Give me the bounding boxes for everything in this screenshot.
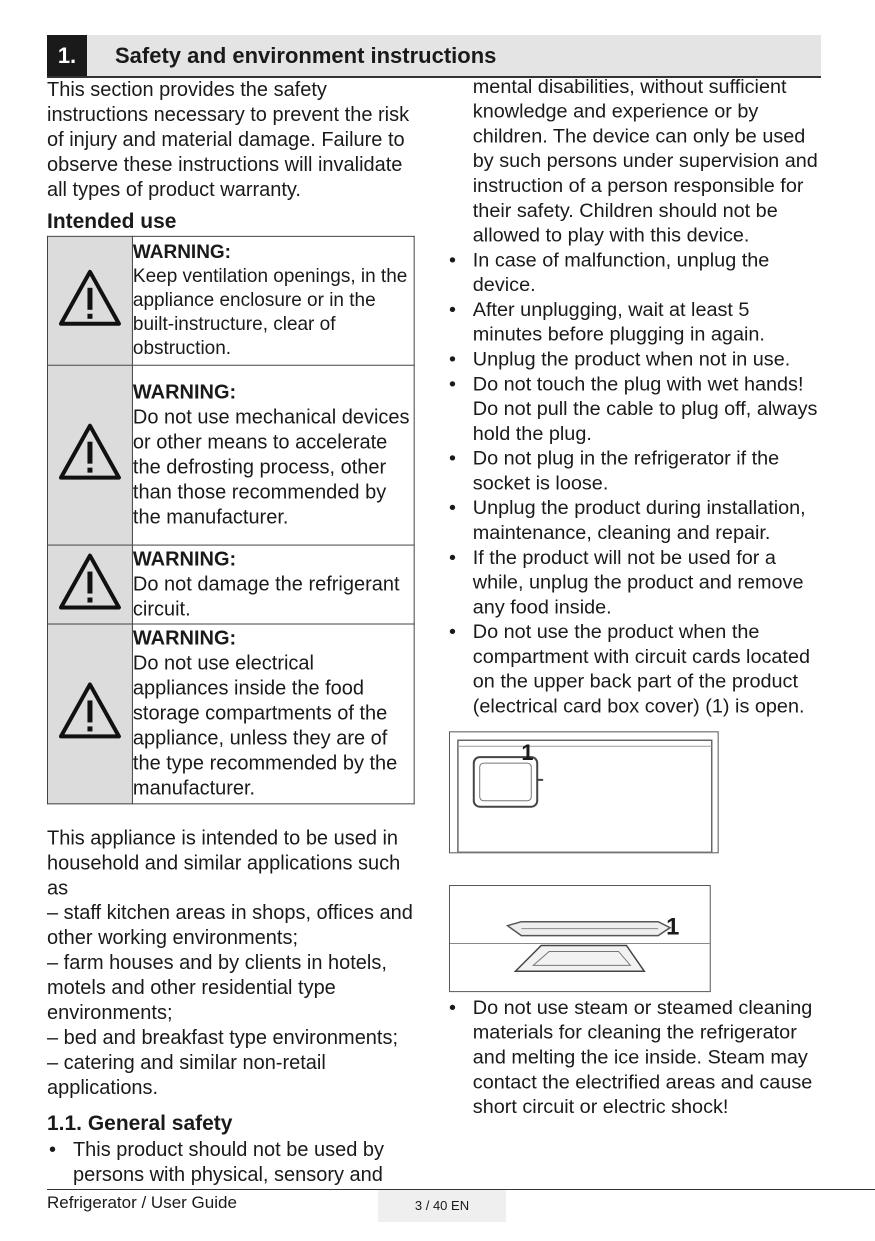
warning-icon	[47, 624, 132, 804]
bullet-continuation: mental disabilities, without sufficient knowledge and experience or by children. The device can only be used by such persons under supervision and instruction of a person responsible for their safety. Children should not be allowed to play with this device.	[472, 75, 818, 247]
warning-title: WARNING:	[132, 381, 237, 404]
left-column	[47, 78, 419, 1188]
warning-title: WARNING:	[132, 241, 231, 263]
footer-title: Refrigerator / User Guide	[47, 1193, 237, 1212]
warning-row	[47, 365, 414, 545]
bullet-item: • After unplugging, wait at least 5 minutes before plugging in again.	[447, 298, 819, 348]
warning-icon	[47, 236, 132, 365]
warning-title: WARNING:	[132, 548, 237, 571]
page-number: 3 / 40 EN	[378, 1190, 506, 1222]
section-header	[47, 35, 821, 77]
bullet-item: • Do not plug in the refrigerator if the socket is loose.	[447, 447, 819, 497]
usage-item: – farm houses and by clients in hotels, motels and other residential type environments;	[47, 952, 387, 1025]
warning-row	[47, 624, 414, 804]
figure-label: 1	[666, 913, 680, 941]
card-box-illustration	[450, 732, 718, 852]
section-number: 1.	[47, 35, 87, 77]
usage-item: – bed and breakfast type environments;	[47, 1027, 399, 1050]
usage-item: – catering and similar non-retail applications.	[47, 1052, 326, 1100]
bullet-item: • This product should not be used by persons with physical, sensory and	[47, 1138, 419, 1188]
warning-text: Do not use mechanical devices or other means to accelerate the defrosting process, other than those recommended by the manufacturer.	[132, 406, 410, 529]
warnings-table	[47, 236, 415, 804]
bullet-item: • Unplug the product during installation, maintenance, cleaning and repair.	[447, 496, 819, 546]
warning-title: WARNING:	[132, 627, 237, 650]
bullet-item: • Unplug the product when not in use.	[447, 348, 819, 373]
warning-row	[47, 236, 414, 365]
card-box-figure-1	[449, 731, 719, 853]
right-column	[447, 75, 819, 1120]
bullet-item: • Do not use steam or steamed cleaning materials for cleaning the refrigerator and melting the ice inside. Steam may contact the electrified areas and cause short circuit or electric shock!	[447, 996, 819, 1120]
warning-row	[47, 545, 414, 624]
usage-item: – staff kitchen areas in shops, offices and other working environments;	[47, 902, 413, 950]
usage-intro: This appliance is intended to be used in household and similar applications such as	[47, 827, 401, 900]
warning-text: Do not damage the refrigerant circuit.	[132, 573, 400, 621]
warning-text: Do not use electrical appliances inside the food storage compartments of the appliance, unless they are of the type recommended by the manufacturer.	[132, 652, 398, 800]
card-box-figure-2	[449, 885, 711, 992]
section-title: Safety and environment instructions	[115, 43, 497, 68]
bullet-item: • Do not touch the plug with wet hands! Do not pull the cable to plug off, always hold the plug.	[447, 372, 819, 446]
warning-icon	[47, 365, 132, 545]
bullet-item: • In case of malfunction, unplug the device.	[447, 249, 819, 299]
intro-paragraph: This section provides the safety instructions necessary to prevent the risk of injury and material damage. Failure to observe these instructions will invalidate all types of product warranty.	[47, 78, 410, 201]
bullet-item: • Do not use the product when the compartment with circuit cards located on the upper back part of the product (electrical card box cover) (1) is open.	[447, 620, 819, 719]
figure-label: 1	[521, 740, 534, 766]
warning-text: Keep ventilation openings, in the appliance enclosure or in the built-instructure, clear of obstruction.	[132, 265, 408, 359]
bullet-item: • If the product will not be used for a while, unplug the product and remove any food inside.	[447, 546, 819, 620]
warning-icon	[47, 545, 132, 624]
general-safety-heading: 1.1. General safety	[47, 1112, 233, 1136]
intended-use-heading: Intended use	[47, 209, 177, 233]
